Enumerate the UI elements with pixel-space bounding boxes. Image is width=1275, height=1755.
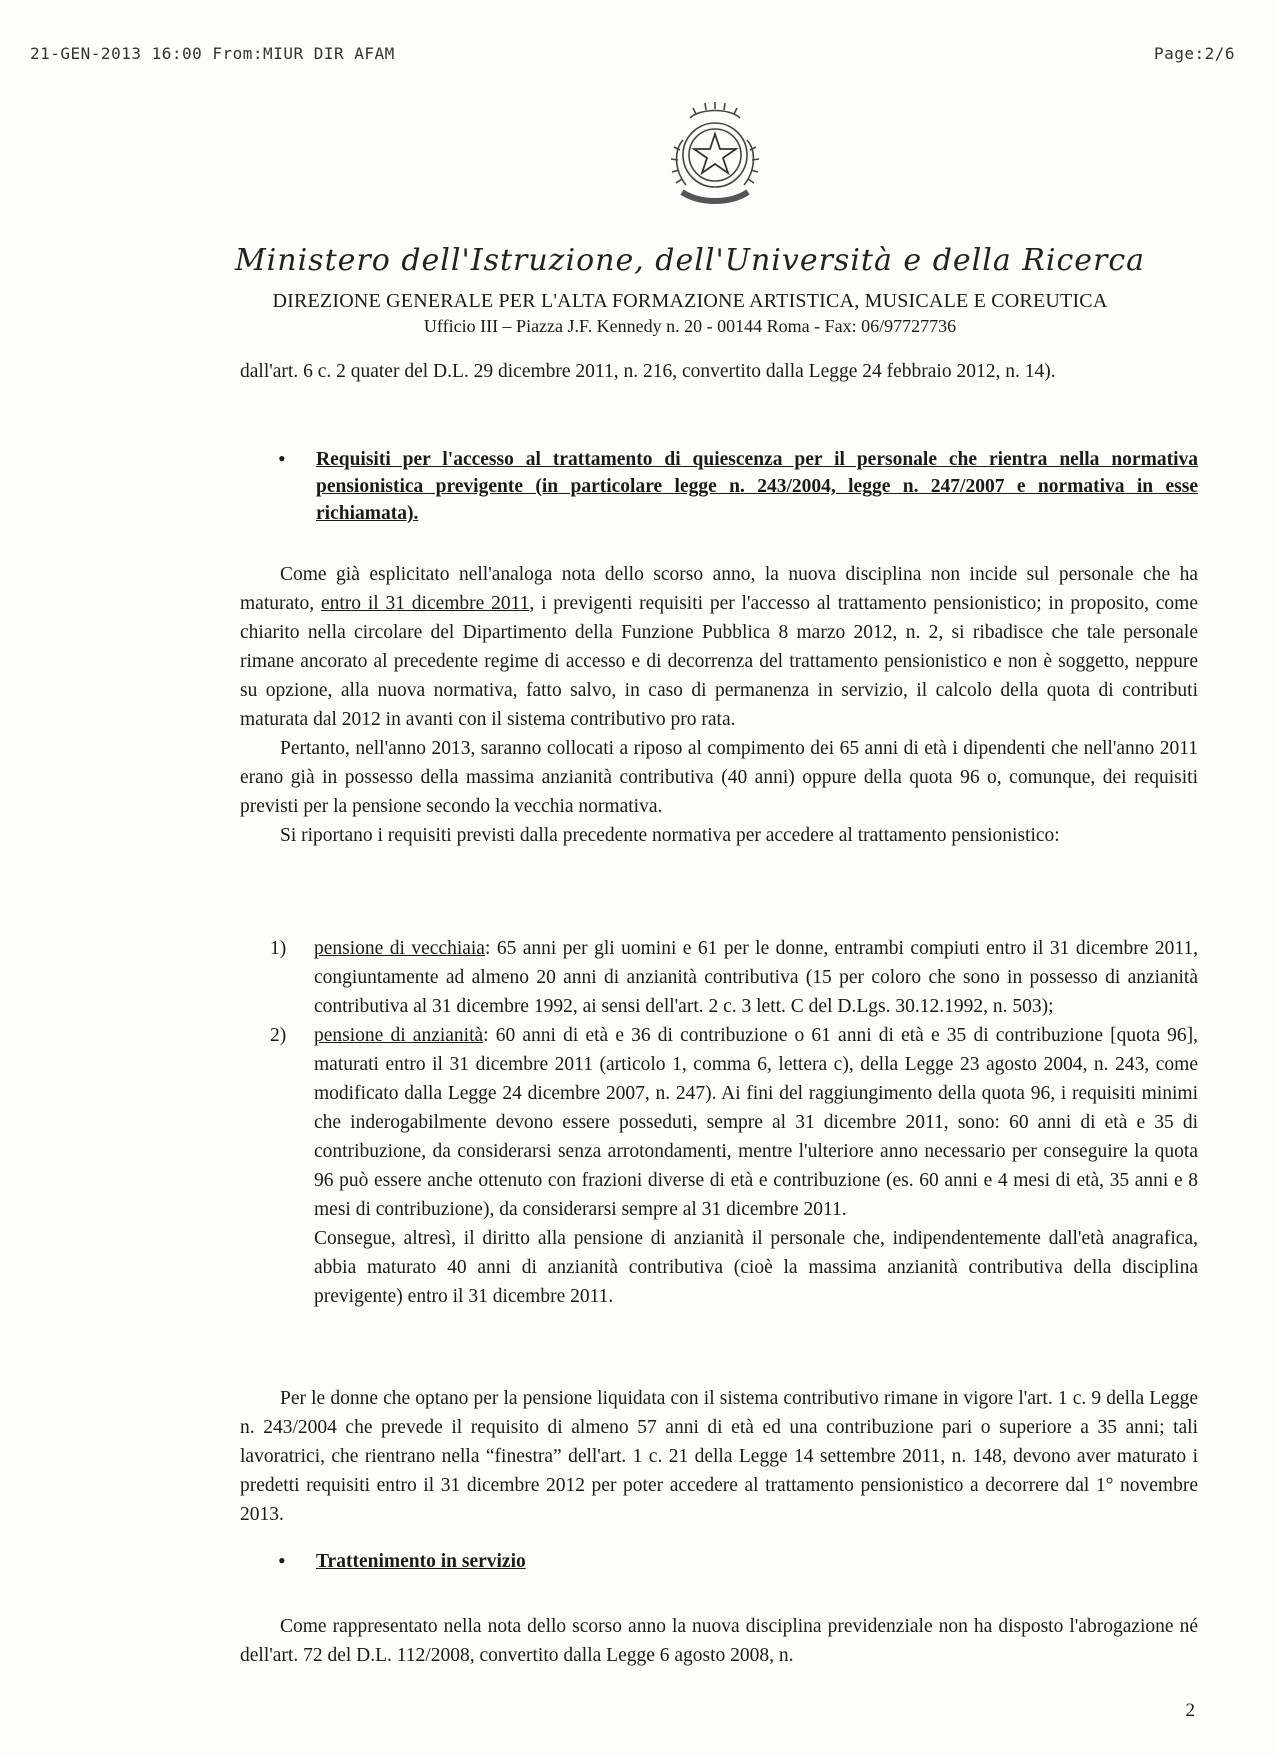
list-item-label: pensione di anzianità (314, 1025, 484, 1046)
letterhead (190, 240, 1190, 338)
section2-body (240, 1612, 1198, 1670)
list-item (270, 934, 1198, 1021)
section2-heading: Trattenimento in servizio (316, 1551, 526, 1572)
section1-paragraph-2: Pertanto, nell'anno 2013, saranno collocati a riposo al compimento dei 65 anni di età i dipendenti che nell'anno 2011 erano già in possesso della massima anzianità contributiva (40 anni) oppure della quota 96 o, comunque, dei requisiti previsti per la pensione secondo la vecchia normativa. (240, 738, 1198, 817)
list-item-number: 1) (270, 938, 287, 959)
section1-body (240, 560, 1198, 850)
list-item-text (314, 934, 1198, 1021)
section1-paragraph-4: Per le donne che optano per la pensione liquidata con il sistema contributivo rimane in vigore l'art. 1 c. 9 della Legge n. 243/2004 che prevede il requisito di almeno 57 anni di età ed una contribuzione pari o superiore a 35 anni; tali lavoratrici, che rientrano nella “finestra” dell'art. 1 c. 21 della Legge 14 settembre 2011, n. 148, devono aver maturato i predetti requisiti entro il 31 dicembre 2012 per poter accedere al trattamento pensionistico a decorrere dal 1° novembre 2013. (240, 1388, 1198, 1525)
section1-paragraph-1 (240, 560, 1198, 734)
fax-page-counter: Page:2/6 (1153, 44, 1235, 63)
intro-continuation: dall'art. 6 c. 2 quater del D.L. 29 dicembre 2011, n. 216, convertito dalla Legge 24 febbraio 2012, n. 14). (240, 361, 1056, 382)
italian-republic-emblem-icon (660, 100, 770, 220)
requirements-list (270, 934, 1198, 1311)
list-item-body: : 60 anni di età e 36 di contribuzione o 61 anni di età e 35 di contribuzione [quota 96], maturati entro il 31 dicembre 2011 (articolo 1, comma 6, lettera c), della Legge 23 agosto 2004, n. 243, come modificato dalla Legge 24 dicembre 2007, n. 247). Ai fini del raggiungimento della quota 96, i requisiti minimi che inderogabilmente devono essere posseduti, sempre al 31 dicembre 2011, sono: 60 anni di età e 35 di contribuzione, da considerarsi senza arrotondamenti, mentre l'ulteriore anno necessario per conseguire la quota 96 può essere anche ottenuto con frazioni diverse di età e contribuzione (es. 60 anni e 4 mesi di età, 35 anni e 8 mesi di contribuzione), da considerarsi sempre al 31 dicembre 2011. (314, 1025, 1198, 1220)
section1-paragraph-3: Si riportano i requisiti previsti dalla precedente normativa per accedere al trattamento pensionistico: (280, 825, 1060, 846)
list-item (270, 1021, 1198, 1311)
section1-bullet: • (278, 446, 286, 471)
office-address: Ufficio III – Piazza J.F. Kennedy n. 20 - 00144 Roma - Fax: 06/97727736 (423, 316, 957, 336)
list-item-text (314, 1021, 1198, 1224)
fax-header (30, 44, 1235, 68)
list-item-label: pensione di vecchiaia (314, 938, 485, 959)
section1-closing (240, 1384, 1198, 1529)
ministry-name: Ministero dell'Istruzione, dell'Università e della Ricerca (234, 243, 1146, 278)
p1-text-a: Come già esplicitato nell'analoga nota dello scorso anno, la nuova disciplina non incide sul personale che ha maturato, (240, 564, 1198, 614)
page-number: 2 (1185, 1700, 1195, 1721)
directorate-name: DIREZIONE GENERALE PER L'ALTA FORMAZIONE ARTISTICA, MUSICALE E COREUTICA (272, 290, 1108, 312)
list-item-extra: Consegue, altresì, il diritto alla pensione di anzianità il personale che, indipendentemente dall'età anagrafica, abbia maturato 40 anni di anzianità contributiva (cioè la massima anzianità contributiva della disciplina previgente) entro il 31 dicembre 2011. (314, 1228, 1198, 1307)
p1-text-b: , i previgenti requisiti per l'accesso al trattamento pensionistico; in proposito, come chiarito nella circolare del Dipartimento della Funzione Pubblica 8 marzo 2012, n. 2, si ribadisce che tale personale rimane ancorato al precedente regime di accesso e di decorrenza del trattamento pensionistico e non è soggetto, neppure su opzione, alla nuova normativa, fatto salvo, in caso di permanenza in servizio, il calcolo della quota di contributi maturata dal 2012 in avanti con il sistema contributivo pro rata. (240, 593, 1198, 730)
section2-paragraph-1: Come rappresentato nella nota dello scorso anno la nuova disciplina previdenziale non ha disposto l'abrogazione né dell'art. 72 del D.L. 112/2008, convertito dalla Legge 6 agosto 2008, n. (240, 1616, 1198, 1666)
fax-sender-line: 21-GEN-2013 16:00 From:MIUR DIR AFAM (30, 44, 395, 63)
list-item-body: : 65 anni per gli uomini e 61 per le donne, entrambi compiuti entro il 31 dicembre 2011, congiuntamente ad almeno 20 anni di anzianità contributiva (15 per coloro che sono in possesso di anzianità contributiva al 31 dicembre 1992, ai sensi dell'art. 2 c. 3 lett. C del D.Lgs. 30.12.1992, n. 503); (314, 938, 1198, 1017)
list-item-number: 2) (270, 1025, 287, 1046)
section2-bullet: • (278, 1548, 286, 1573)
section1-heading: Requisiti per l'accesso al trattamento di quiescenza per il personale che rientra nella normativa pensionistica previgente (in particolare legge n. 243/2004, legge n. 247/2007 e normativa in esse richiamata). (316, 449, 1198, 524)
p1-underlined-date: entro il 31 dicembre 2011 (320, 593, 530, 614)
